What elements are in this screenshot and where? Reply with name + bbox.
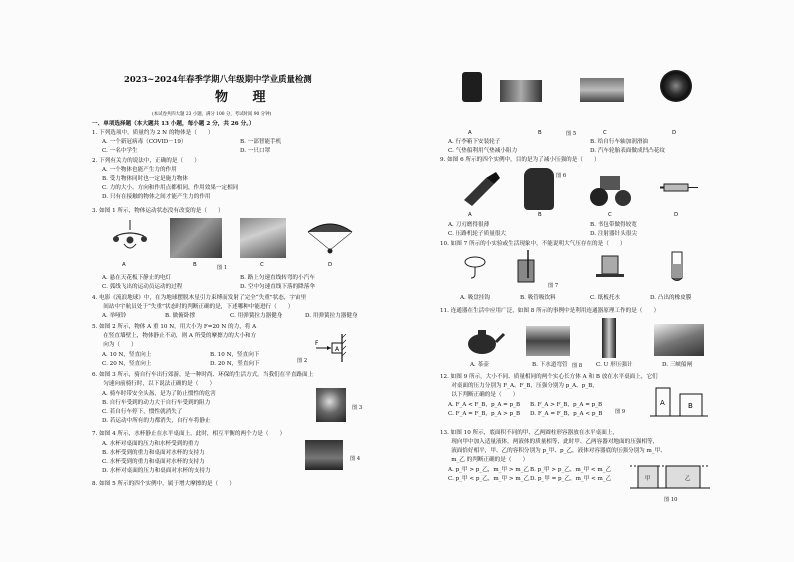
q2-option-a: A. 一个物体也能产生力的作用 — [102, 167, 177, 173]
figure-8-caption: 图 8 — [572, 363, 583, 369]
question-13-line3: 液面恰好相平，甲、乙的容积分别为 p_甲、p_乙，液体对容器底的压强分别为 m_甲、 — [440, 448, 666, 454]
blocks-a-b-diagram — [650, 380, 708, 420]
svg-text:A: A — [335, 346, 340, 353]
q8-option-b: B. 给自行车轴加润滑油 — [590, 139, 649, 145]
figure-10-caption: 图 10 — [664, 497, 678, 503]
q13-option-d: D. p_甲 = p_乙，m_甲 < m_乙 — [530, 476, 612, 482]
q9-option-d: D. 注射器针头很尖 — [590, 231, 637, 237]
fig5-label-c: C — [603, 130, 607, 136]
question-5-line2: 在竖直墙壁上，物体静止不动，则 A 所受的摩擦力的大小和方 — [92, 333, 257, 339]
containers-jia-yi-diagram — [630, 454, 710, 494]
svg-text:F: F — [315, 340, 319, 347]
rubber-membrane-tube — [662, 250, 692, 284]
figure-7-caption: 图 7 — [548, 283, 559, 289]
question-13-line2: 现向甲中加入适量液体，两液体的质量相等，此时甲、乙两容器对地面的压强相等， — [440, 439, 659, 445]
question-2: 2. 下列有关力的说法中，正确的是（ ） — [92, 158, 200, 164]
q3-option-a: A. 悬在天花板下静止的电灯 — [102, 275, 172, 281]
question-6-line1: 6. 如图 3 所示，骑自行车出行郊游，是一种时尚、环保的生活方式。当我们在平直路面上 — [92, 372, 314, 378]
q10-option-a: A. 吸盘挂钩 — [460, 295, 490, 301]
q4-option-b: B. 做俯卧撑 — [165, 313, 196, 319]
q8-option-d: D. 汽车轮胎表面做成凹凸花纹 — [590, 148, 665, 154]
drain-pipe-photo — [526, 326, 570, 356]
q5-option-b: B. 10 N，竖直向下 — [210, 352, 260, 358]
svg-text:B: B — [688, 402, 693, 410]
q6-option-b: B. 自行车受到的动力大于自行车受到的阻力 — [102, 400, 211, 406]
q1-option-b: B. 一部智能手机 — [240, 139, 282, 145]
question-10: 10. 如图 7 所示的小实验或生活现象中，不能说明大气压存在的是（ ） — [440, 241, 626, 247]
question-3: 3. 如图 1 所示，物体运动状态没有改变的是（ ） — [92, 208, 224, 214]
q10-option-c: C. 纸板托水 — [590, 295, 621, 301]
knife-photo — [460, 170, 504, 210]
cup-on-table-photo — [305, 440, 343, 470]
fig6-label-b: B — [538, 212, 542, 218]
q13-option-b: B. p_甲 > p_乙，m_甲 < m_乙 — [530, 467, 612, 473]
figure-1-caption: 图 1 — [217, 265, 228, 271]
question-5-line3: 向为（ ） — [92, 342, 137, 348]
fig5-label-d: D — [672, 130, 677, 136]
question-12-line3: 以下判断正确的是（ ） — [440, 392, 519, 398]
fig5-label-a: A — [468, 130, 472, 136]
q4-option-c: C. 用弹簧拉力器健身 — [230, 313, 283, 319]
paper-card-water-photo — [590, 254, 630, 282]
q4-option-a: A. 举哑铃 — [102, 313, 127, 319]
q8-option-a: A. 行李箱下安装轮子 — [448, 139, 501, 145]
parachute-photo — [305, 220, 355, 256]
q11-option-b: B. 下水道弯管 — [532, 362, 568, 368]
q2-option-d: D. 只有在接触的物体之间才能产生力的作用 — [102, 194, 211, 200]
suitcase-photo — [462, 72, 482, 102]
q5-option-c: C. 20 N，竖直向上 — [102, 361, 152, 367]
question-13-line1: 13. 如图 10 所示，底面积不同的甲、乙两圆柱形容器放在水平桌面上， — [440, 430, 618, 436]
fig1-label-d: D — [328, 262, 333, 268]
q3-option-b: B. 路上匀速直线转弯的小汽车 — [240, 275, 315, 281]
suction-hook-photo — [460, 254, 490, 280]
q12-option-b: B. F_A > F_B，p_A = p_B — [530, 402, 603, 408]
q5-option-a: A. 10 N，竖直向上 — [102, 352, 152, 358]
question-4-line2: 间站中宇航员处于“失重”状态时的判断正确的是，下述哪种中能进行（ ） — [92, 304, 294, 310]
question-11: 11. 连通器在生活中应用广泛，如图 8 所示的事例中是利用连通器原理工作的是（ ） — [440, 308, 660, 314]
exam-note: (本试卷共四大题 23 小题，满分 100 分，考试时间 90 分钟) — [152, 112, 272, 117]
question-4-line1: 4. 电影《流浪地球》中，在为地球摆脱木星引力束缚而发射了完全“失重”状态，宇宙里 — [92, 295, 307, 301]
svg-text:A: A — [660, 399, 665, 407]
figure-9-caption: 图 9 — [615, 409, 626, 415]
fig1-label-b: B — [193, 262, 197, 268]
road-roller-photo — [588, 172, 634, 208]
q2-option-b: B. 受力物体同时也一定是施力物体 — [102, 176, 188, 182]
hovercraft-photo — [580, 78, 624, 102]
subject-title: 物 理 — [215, 90, 276, 105]
u-tube-gauge-photo — [602, 318, 616, 358]
q3-option-c: C. 弧线飞出的运动员运动的过程 — [102, 284, 183, 290]
q3-option-d: D. 空中匀速直线下落的降落伞 — [240, 284, 315, 290]
tire-photo — [660, 70, 692, 102]
q7-option-b: B. 水杯受到的重力和桌面对水杯的支持力 — [102, 450, 205, 456]
question-5-line1: 5. 如图 2 所示，物体 A 重 10 N，用大小为 F=20 N 的力，将 A — [92, 324, 257, 330]
q6-option-a: A. 骑车时带安全头盔，是为了防止惯性的危害 — [102, 391, 216, 397]
fig5-label-b: B — [538, 130, 542, 136]
q11-option-a: A. 茶壶 — [470, 362, 489, 368]
ship-lock-photo — [654, 324, 704, 356]
question-13-line4: m_乙 的判断正确的是（ ） — [440, 457, 529, 463]
q11-option-d: D. 三峡船闸 — [662, 362, 693, 368]
q6-option-c: C. 若自行车停下，惯性就消失了 — [102, 409, 183, 415]
q9-option-c: C. 压路机轮子质量很大 — [448, 231, 506, 237]
question-1: 1. 下列选项中，质量约为 2 N 的物体是（ ） — [92, 130, 214, 136]
q2-option-c: C. 力的大小、方向和作用点都相同，作用效果一定相同 — [102, 185, 239, 191]
syringe-photo — [660, 172, 700, 202]
fig1-label-c: C — [260, 262, 264, 268]
question-8: 8. 如图 5 所示的四个实例中，属于增大摩擦的是（ ） — [92, 481, 235, 487]
figure-4-caption: 图 4 — [350, 456, 361, 462]
question-12-line2: 对桌面的压力分别为 F_A、F_B，压强分别为 p_A、p_B， — [440, 383, 598, 389]
q7-option-a: A. 水杯对桌面的压力和水杯受到的重力 — [102, 441, 200, 447]
question-12-line1: 12. 如图 9 所示，大小不同、质量相同的两个实心长方体 A 和 B 放在水平桌面上，它们 — [440, 374, 658, 380]
chandelier-photo — [110, 220, 150, 256]
athlete-photo — [240, 218, 286, 258]
fig6-label-a: A — [468, 212, 472, 218]
q13-option-c: C. p_甲 < p_乙，m_甲 > m_乙 — [448, 476, 530, 482]
q8-option-c: C. 气垫船利用气垫减小阻力 — [448, 148, 518, 154]
section-heading: 一、单项选择题（本大题共 13 小题，每小题 2 分，共 26 分。） — [92, 121, 255, 127]
wall-block-diagram — [312, 334, 348, 362]
q13-option-a: A. p_甲 > p_乙，m_甲 > m_乙 — [448, 467, 530, 473]
q4-option-d: D. 用弹簧拉力器健身 — [305, 313, 358, 319]
q10-option-b: B. 吸管吸饮料 — [520, 295, 556, 301]
exam-title: 2023~2024年春季学期八年级期中学业质量检测 — [124, 74, 312, 84]
container-yi-label: 乙 — [685, 476, 691, 482]
fig6-label-c: C — [608, 212, 612, 218]
container-jia-label: 甲 — [645, 476, 651, 482]
fig6-label-d: D — [674, 212, 679, 218]
figure-3-caption: 图 3 — [352, 405, 363, 411]
figure-2-caption: 图 2 — [297, 358, 308, 364]
straw-drink-photo — [510, 250, 544, 284]
q11-option-c: C. U 形压强计 — [596, 362, 633, 368]
teapot-photo — [462, 326, 506, 356]
q1-option-a: A. 一个新冠病毒（COVID－19） — [102, 139, 187, 145]
q12-option-a: A. F_A < F_B，p_A = p_B — [448, 402, 521, 408]
q9-option-b: B. 书包带做得较宽 — [590, 222, 637, 228]
q7-option-c: C. 水杯受到的重力和桌面对水杯的支持力 — [102, 459, 205, 465]
q9-option-a: A. 刀刃磨得很薄 — [448, 222, 490, 228]
q6-option-d: D. 若运动中所有的力都消失，自行车将静止 — [102, 418, 211, 424]
figure-6-caption: 图 6 — [556, 173, 567, 179]
q1-option-c: C. 一名中学生 — [102, 148, 138, 154]
q12-option-d: D. F_A = F_B，p_A < p_B — [530, 411, 603, 417]
q10-option-d: D. 凸出的橡皮膜 — [650, 295, 692, 301]
q7-option-d: D. 水杯对桌面的压力和桌面对水杯的支持力 — [102, 468, 211, 474]
question-7: 7. 如图 4 所示，水杯静止在水平桌面上，此时，相互平衡的两个力是（ ） — [92, 431, 286, 437]
q12-option-c: C. F_A = F_B，p_A > p_B — [448, 411, 521, 417]
cyclist-photo — [316, 388, 346, 422]
q5-option-d: D. 20 N，竖直向下 — [210, 361, 260, 367]
backpack-photo — [524, 168, 554, 210]
car-turning-photo — [170, 218, 222, 258]
question-6-line2: 匀速向前骑行时，以下说法正确的是（ ） — [92, 381, 216, 387]
q1-option-d: D. 一只口罩 — [240, 148, 271, 154]
figure-5-caption: 图 5 — [566, 131, 577, 137]
question-9: 9. 如图 6 所示的四个实例中，目的是为了减小压强的是（ ） — [440, 157, 600, 163]
fig1-label-a: A — [122, 262, 126, 268]
bike-chain-photo — [500, 80, 542, 102]
